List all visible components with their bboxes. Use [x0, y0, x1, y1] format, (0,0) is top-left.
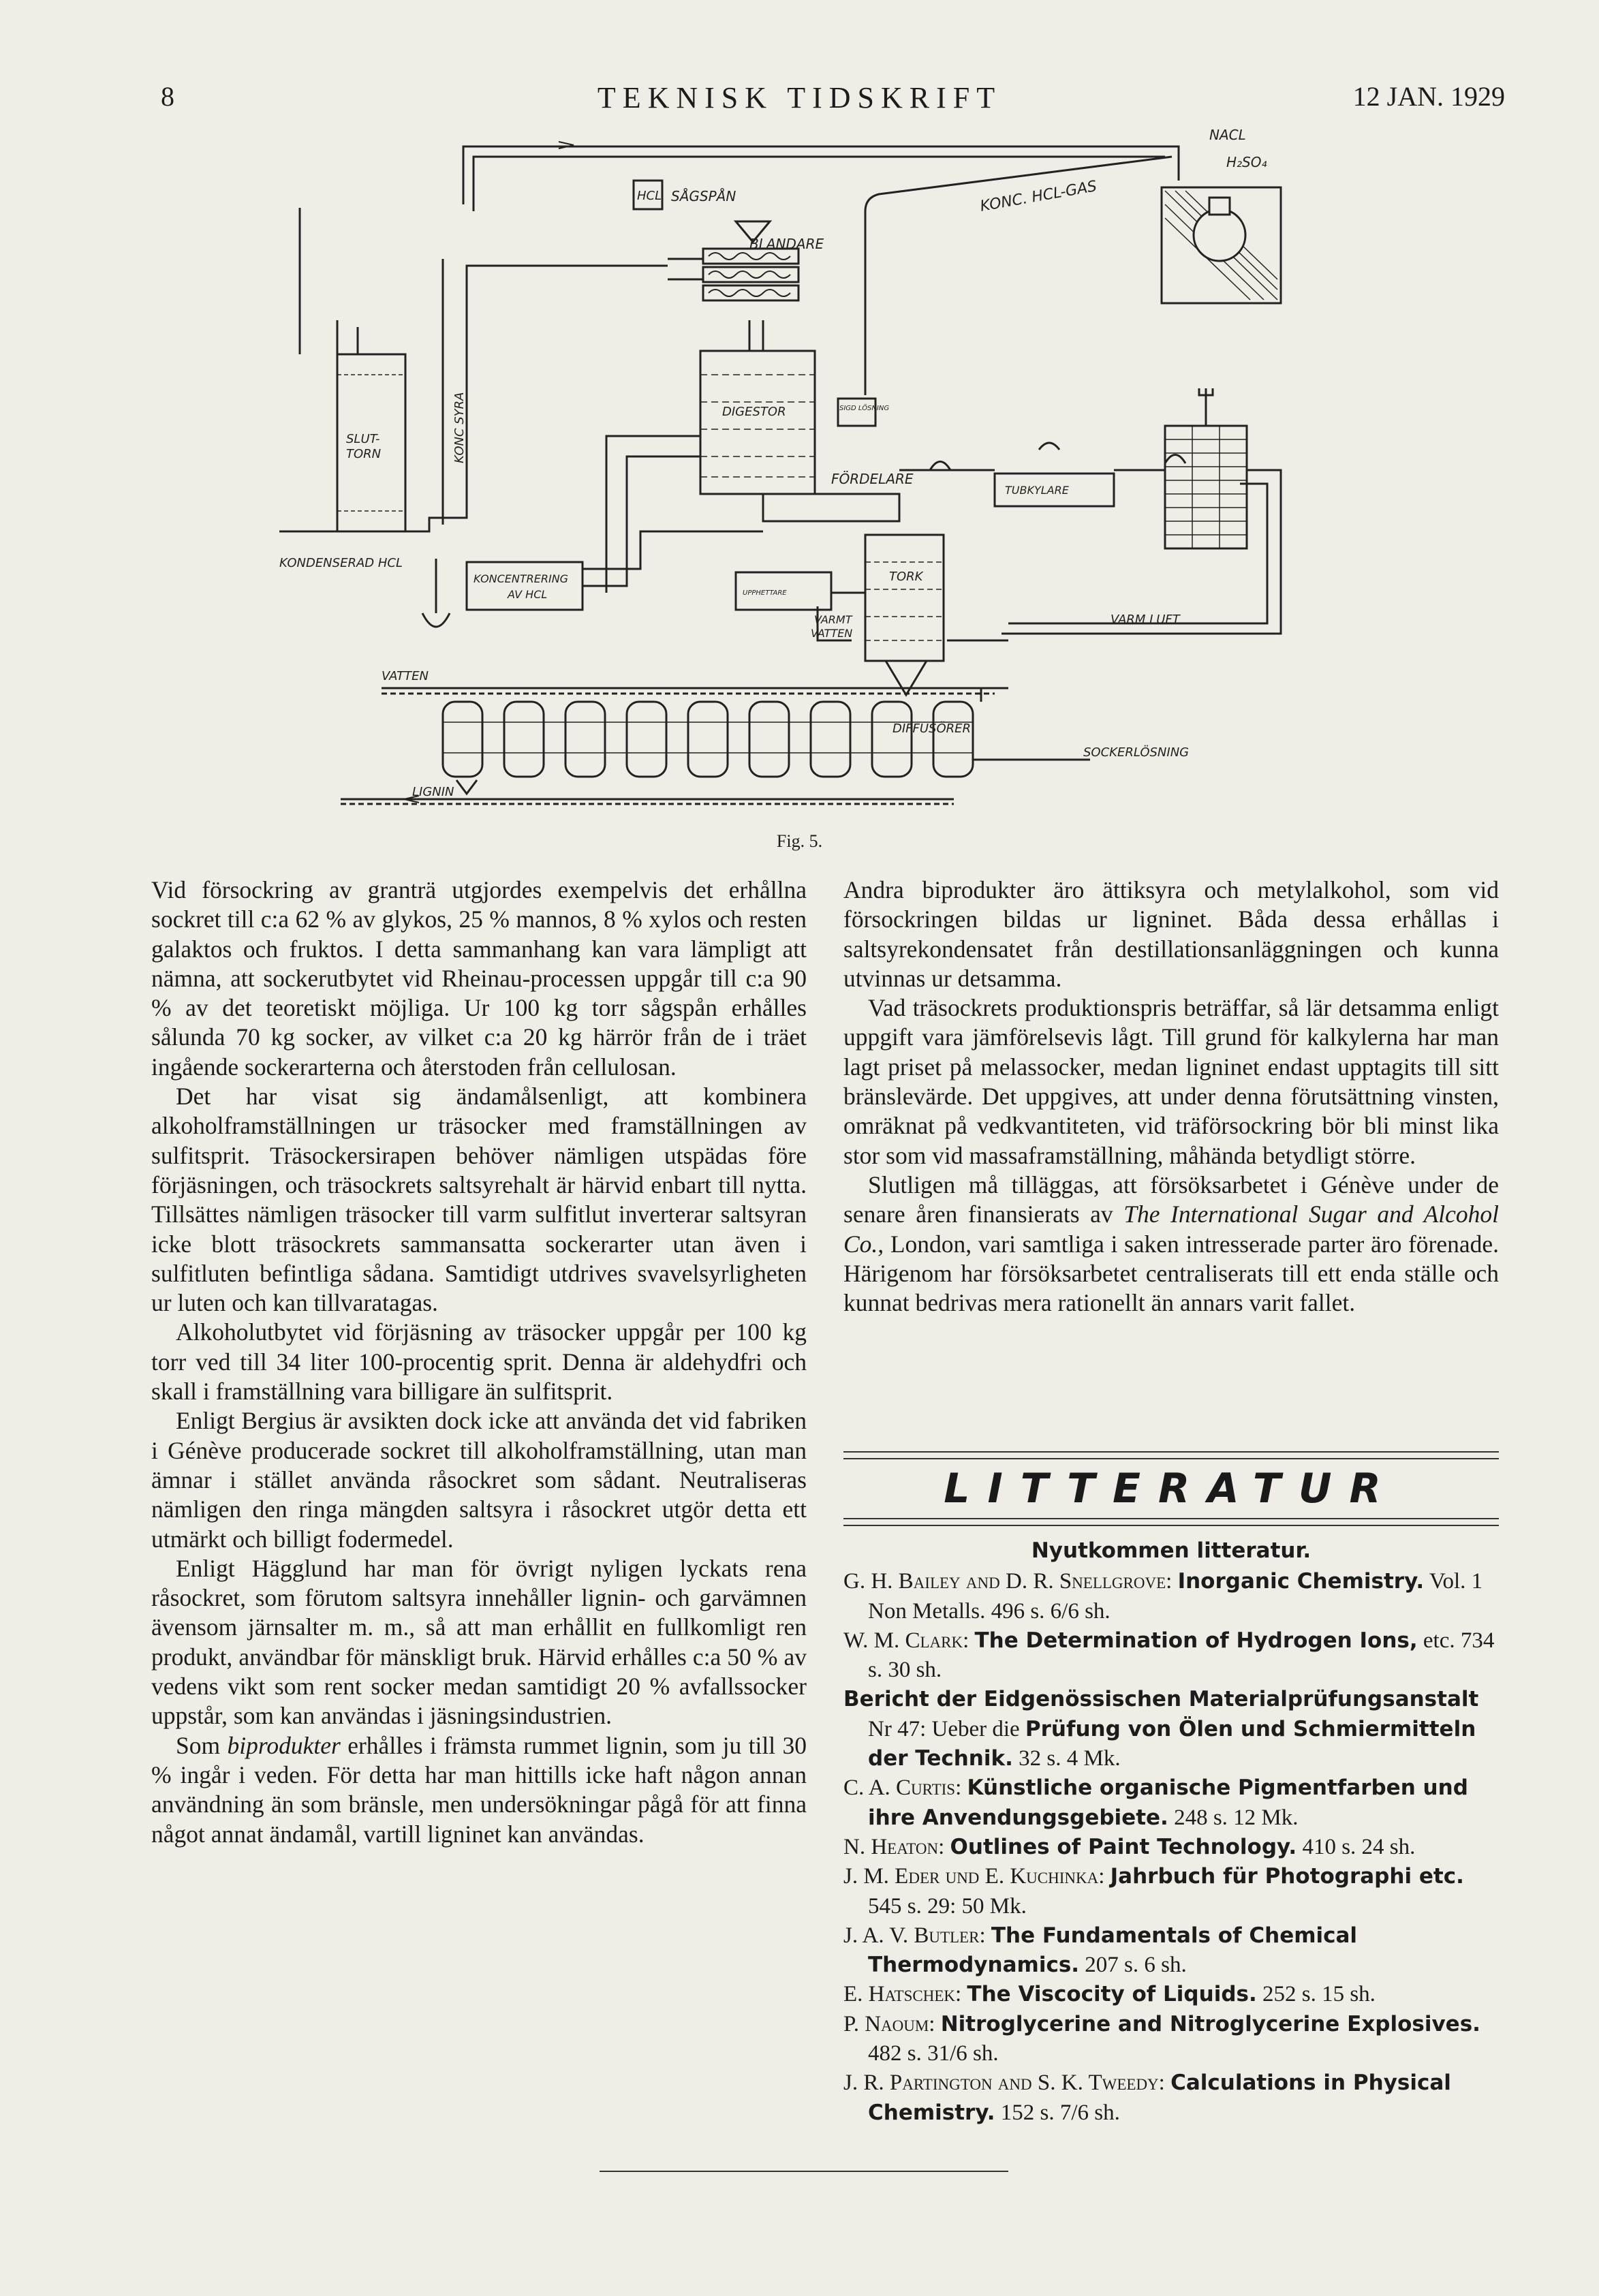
- lit-entry: [843, 2068, 1499, 2128]
- lit-entry: [843, 1980, 1499, 2009]
- paragraph: Vid försockring av granträ utgjordes exempelvis det erhållna sockret till c:a 62 % av glykos, 25 % mannos, 8 % xylos och resten galaktos och fruktos. I detta sammanhang kan vara lämpligt att nämna, att sockerutbytet vid Rheinau-processen uppgår till c:a 90 % av det teoretiskt möjliga. Ur 100 kg torr sågspån erhålles sålunda 70 kg socker, av vilket c:a 20 kg härrör från de i träet ingående sockerarterna och återstoden från cellulosan.: [151, 876, 807, 1081]
- lit-details: Nr 47: Ueber die: [868, 1716, 1020, 1741]
- lit-authors: J. A. V. Butler:: [843, 1923, 986, 1948]
- label-vatten: VATTEN: [382, 669, 429, 683]
- figure-caption: Fig. 5.: [776, 831, 823, 851]
- page-number: 8: [161, 81, 174, 112]
- lit-title: Jahrbuch für Photographi etc.: [1110, 1864, 1464, 1889]
- bottom-rule: [600, 2171, 1008, 2172]
- lit-details: 152 s. 7/6 sh.: [1000, 2100, 1120, 2125]
- label-koncentrering: KONCENTRERING: [474, 572, 569, 585]
- left-column: [151, 875, 807, 1849]
- diffusor-row: [443, 702, 973, 777]
- litteratur-list: [843, 1536, 1499, 2128]
- lit-title: Nitroglycerine and Nitroglycerine Explosives.: [940, 2011, 1480, 2036]
- lit-details: Vol. 1 Non Metalls. 496 s. 6/6 sh.: [868, 1569, 1483, 1624]
- lit-authors: W. M. Clark:: [843, 1628, 969, 1653]
- label-h2so4: H₂SO₄: [1226, 154, 1267, 170]
- label-av-hcl: AV HCL: [508, 588, 548, 601]
- label-digestor: DIGESTOR: [722, 405, 786, 419]
- label-kondenserad-hcl: KONDENSERAD HCL: [279, 556, 403, 570]
- lit-details: 32 s. 4 Mk.: [1019, 1746, 1121, 1771]
- label-varmt-vatten-2: VATTEN: [811, 627, 853, 640]
- lit-authors: G. H. Bailey and D. R. Snellgrove:: [843, 1569, 1173, 1594]
- journal-title: TEKNISK TIDSKRIFT: [597, 81, 1002, 114]
- lit-entry: [843, 1862, 1499, 1921]
- lit-title: Bericht der Eidgenössischen Materialprüfungsanstalt: [843, 1687, 1479, 1712]
- label-nacl: NACL: [1209, 127, 1246, 143]
- lit-title: Künstliche organische Pigmentfarben und ihre Anvendungsgebiete.: [868, 1775, 1468, 1830]
- lit-entry: [843, 1685, 1499, 1773]
- paragraph: Alkoholutbytet vid förjäsning av träsocker uppgår per 100 kg torr ved till 34 liter 100-procentig sprit. Denna är aldehydfri och skall i framställning vara billigare än sulfitsprit.: [151, 1318, 807, 1406]
- process-diagram-svg: [259, 116, 1376, 831]
- lit-authors: J. M. Eder und E. Kuchinka:: [843, 1864, 1105, 1889]
- tork-dryer: [865, 535, 944, 661]
- paragraph: Vad träsockrets produktionspris beträffar, så lär detsamma enligt uppgift vara jämförelsevis lågt. Till grund för kalkylerna har man lagt priset på melassocker, medan ligninet endast upptagits till sitt bränslevärde. Det uppgives, att under denna förutsättning vinsten, omräknat på vedkvantiteten, vid träförsockring bör bli minst lika stor som vid massaframställning, måhända betydligt större.: [843, 994, 1499, 1169]
- paragraph: Andra biprodukter äro ättiksyra och metylalkohol, som vid försockringen bildas ur ligninet. Båda dessa erhållas i saltsyrekondensatet från destillationsanläggningen och kunna utvinnas ur detsamma.: [843, 876, 1499, 992]
- label-upphettare: UPPHETTARE: [743, 589, 787, 597]
- lit-details: 207 s. 6 sh.: [1085, 1953, 1187, 1978]
- lit-details: 410 s. 24 sh.: [1302, 1834, 1416, 1859]
- label-slut-torn: SLUT-: [346, 432, 380, 446]
- label-tubkylare: TUBKYLARE: [1005, 484, 1069, 497]
- koncentrering-av-hcl: [467, 562, 583, 610]
- lit-entry: [843, 2010, 1499, 2069]
- lit-authors: C. A. Curtis:: [843, 1775, 962, 1801]
- lit-title: Outlines of Paint Technology.: [950, 1834, 1297, 1859]
- italic-term: biprodukter: [227, 1731, 341, 1759]
- brick-tower: [1165, 426, 1247, 548]
- paragraph-biprodukter: [151, 1731, 807, 1849]
- text-run: Som: [176, 1731, 228, 1759]
- label-slut-torn-2: TORN: [346, 447, 382, 461]
- process-diagram: [259, 116, 1376, 831]
- litteratur-title: LITTERATUR: [944, 1465, 1399, 1512]
- lit-details: 248 s. 12 Mk.: [1174, 1805, 1299, 1830]
- label-sagspan: SÅGSPÅN: [671, 188, 736, 204]
- italic-company: The International Sugar and Alcohol Co.,: [843, 1200, 1499, 1258]
- issue-date: 12 JAN. 1929: [1352, 81, 1505, 112]
- lit-entry: [843, 1773, 1499, 1833]
- label-hcl: HCL: [637, 189, 662, 203]
- label-diffusorer: DIFFUSÖRER: [892, 722, 972, 736]
- label-fordelare: FÖRDELARE: [831, 471, 914, 487]
- lit-authors: N. Heaton:: [843, 1834, 945, 1859]
- lit-details: 482 s. 31/6 sh.: [868, 2041, 999, 2066]
- paragraph-slutligen: [843, 1170, 1499, 1318]
- text-run: erhålles i främsta rummet lignin, som ju till 30 % ingår i veden. För detta har man hittills icke haft någon annan användning än som bränsle, men undersökningar pågå för att finna något annat ändamål, vartill ligninet kan användas.: [151, 1731, 807, 1848]
- label-tork: TORK: [889, 570, 923, 584]
- label-varmt-vatten: VARMT: [814, 613, 852, 626]
- label-varm-luft: VARM LUFT: [1111, 612, 1180, 627]
- label-blandare: BLANDARE: [749, 236, 824, 252]
- lit-title: The Fundamentals of Chemical Thermodynamics.: [868, 1923, 1358, 1978]
- text-run: Slutligen må tilläggas, att försöksarbetet i Génève under de senare åren finansierats av: [843, 1170, 1499, 1228]
- section-rule-bottom: [843, 1518, 1499, 1526]
- digestor-tank: [700, 351, 815, 494]
- lit-title: Calculations in Physical Chemistry.: [868, 2070, 1451, 2125]
- lit-title: Prüfung von Ölen und Schmiermitteln der Technik.: [868, 1716, 1476, 1771]
- lit-title: Inorganic Chemistry.: [1177, 1569, 1425, 1594]
- paragraph: Det har visat sig ändamålsenligt, att kombinera alkoholframställningen ur träsocker med framställningen av sulfitsprit. Träsockersirapen behöver nämligen utspädas före förjäsningen, och träsockrets saltsyrehalt är härvid enbart till nytta. Tillsättes nämligen träsocker till varm sulfitlut inverterar saltsyran icke blott träsockrets sammansatta sockerarter utan även i sulfitluten befintliga sådana. Samtidigt utdrives svavelsyrligheten ur luten och kan tillvaratagas.: [151, 1083, 807, 1317]
- lit-authors: P. Naoum:: [843, 2011, 935, 2036]
- lit-details: etc. 734 s. 30 sh.: [868, 1628, 1495, 1683]
- paragraph: Enligt Bergius är avsikten dock icke att använda det vid fabriken i Génève producerade sockret till alkoholframställning, utan man ämnar i stället använda råsockret som sådant. Neutraliseras nämligen den ringa mängden saltsyra i råsockret utgör detta ett utmärkt och billigt fodermedel.: [151, 1407, 807, 1553]
- lit-details: 545 s. 29: 50 Mk.: [868, 1893, 1027, 1919]
- lit-authors: J. R. Partington and S. K. Tweedy:: [843, 2070, 1165, 2096]
- litteratur-subheading: Nyutkommen litteratur.: [1031, 1538, 1311, 1563]
- text-run: London, vari samtliga i saken intresserade parter äro förenade. Härigenom har försöksarbetet centraliserats till ett enda ställe och kunnat bedrivas mera rationellt än annars varit fallet.: [843, 1230, 1499, 1317]
- label-sockerlosning: SOCKERLÖSNING: [1083, 745, 1190, 760]
- lit-entry: [843, 1567, 1499, 1626]
- label-lignin: LIGNIN: [412, 785, 454, 799]
- lit-title: The Determination of Hydrogen Ions,: [974, 1628, 1418, 1653]
- label-sigd-losning: SIGD LÖSNING: [839, 405, 890, 412]
- label-konc-hcl-gas: KONC. HCL-GAS: [978, 178, 1098, 215]
- paragraph: Enligt Hägglund har man för övrigt nyligen lyckats rena råsockret, som förutom saltsyra innehåller lignin- och garvämnen ävensom järnsalter m. m., så att man erhållit en fullkomligt ren produkt, användbar för mänskligt bruk. Härvid erhålles c:a 50 % av vedens vikt som rent socker medan samtidigt 20 % avfallssocker uppstår, som kan användas i jäsningsindustrien.: [151, 1554, 807, 1730]
- fordelare: [763, 494, 899, 521]
- label-konc-syra: KONC SYRA: [452, 392, 467, 463]
- section-rule-top: [843, 1451, 1499, 1459]
- lit-authors: E. Hatschek:: [843, 1982, 962, 2007]
- lit-entry: [843, 1626, 1499, 1686]
- right-column: [843, 875, 1499, 1318]
- lit-title: The Viscocity of Liquids.: [967, 1982, 1257, 2007]
- lit-entry: [843, 1921, 1499, 1981]
- lit-details: 252 s. 15 sh.: [1262, 1982, 1376, 2007]
- lit-entry: [843, 1833, 1499, 1862]
